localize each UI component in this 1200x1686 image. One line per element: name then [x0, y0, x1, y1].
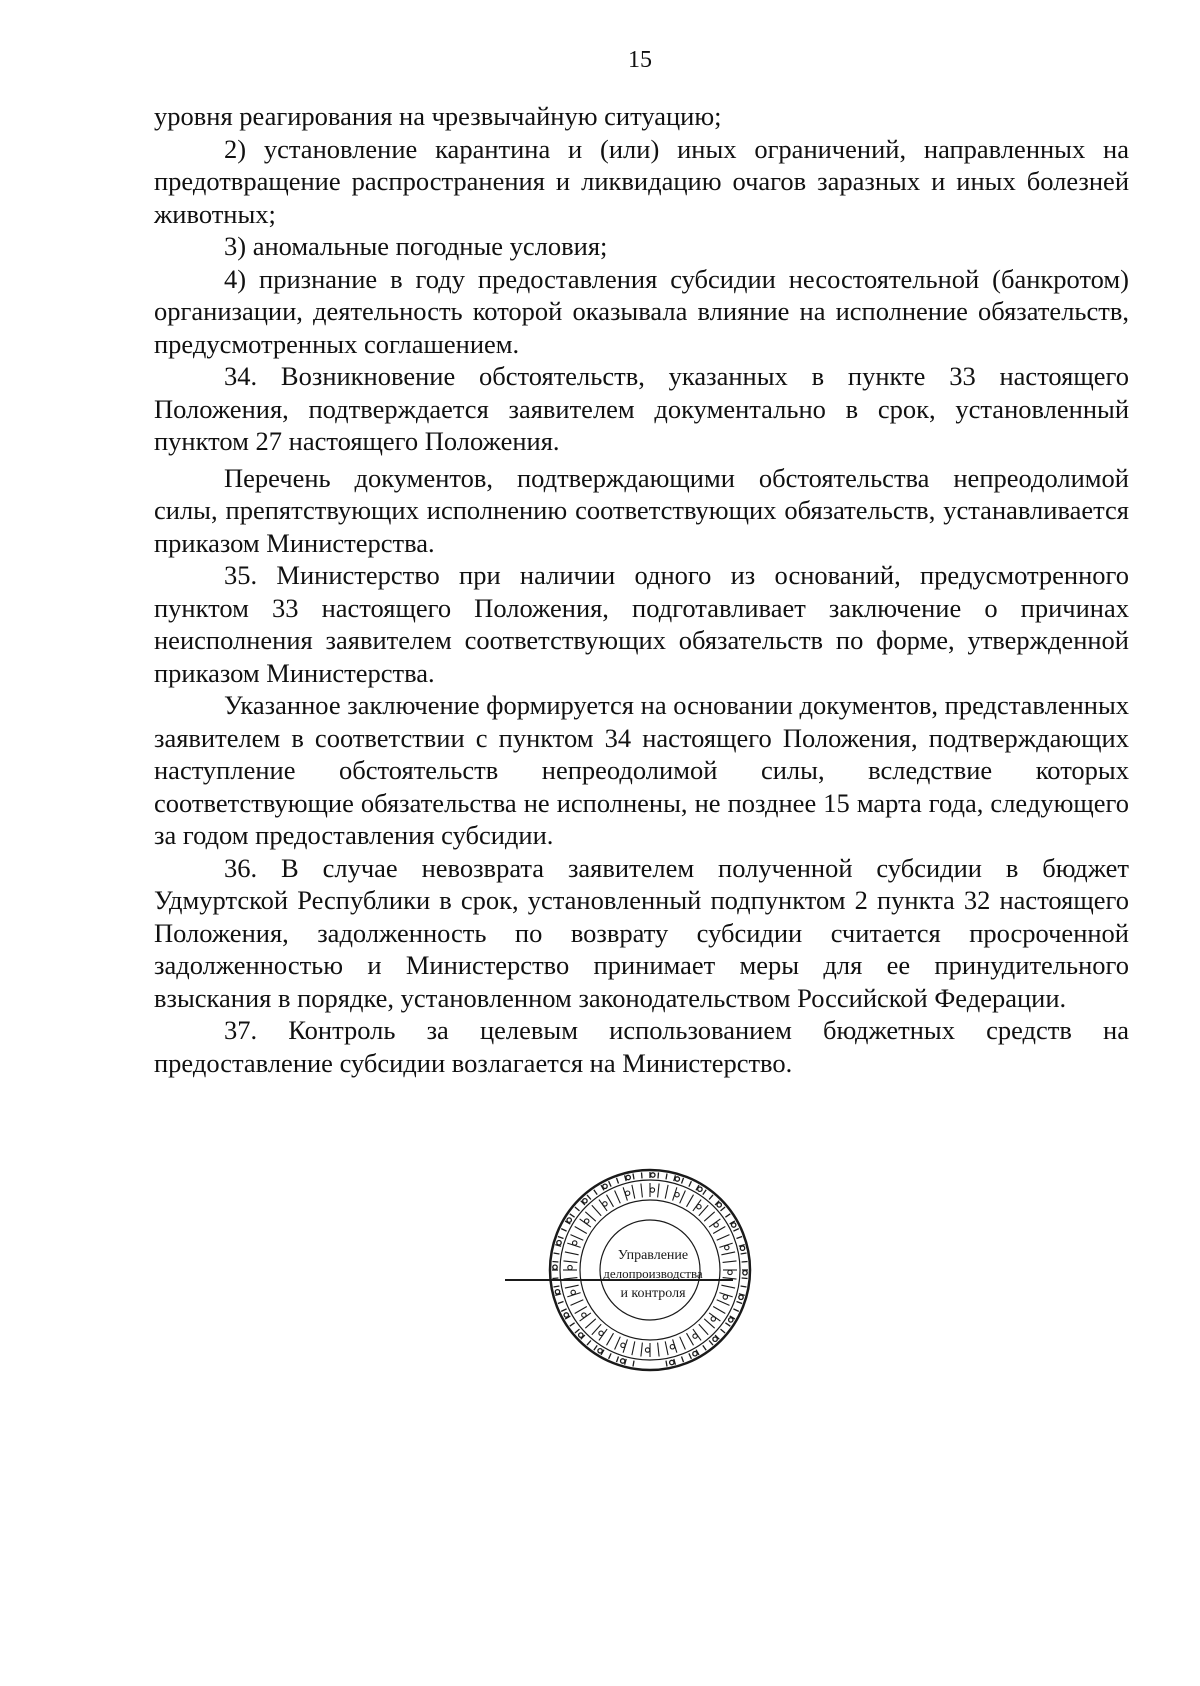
- seal-glyph-mark: [680, 1337, 686, 1350]
- seal-glyph-mark: [741, 1253, 747, 1254]
- paragraph-35: 35. Министерство при наличии одного из оснований, предусмотренного пунктом 33 настоящего Положения, подготавливает заключение о причинах неисполнения заявителем соответствующих обязательств по форме, утвержденной приказом Министерства.: [154, 560, 1129, 688]
- seal-glyph-mark: [658, 1184, 660, 1198]
- seal-glyph-mark: [725, 1214, 730, 1217]
- seal-glyph-mark: [713, 1337, 717, 1341]
- page-number: 15: [628, 47, 652, 73]
- seal-glyph-mark: [645, 1348, 649, 1352]
- seal-glyph-mark: [575, 1207, 580, 1211]
- seal-glyph-mark: [585, 1219, 589, 1223]
- official-seal-stamp: [505, 1145, 795, 1395]
- seal-glyph-mark: [592, 1324, 601, 1335]
- seal-glyph-mark: [670, 1360, 674, 1364]
- seal-glyph-mark: [564, 1313, 568, 1317]
- seal-glyph-mark: [682, 1178, 684, 1184]
- seal-glyph-mark: [567, 1218, 571, 1222]
- seal-glyph-mark: [642, 1172, 643, 1178]
- seal-glyph-mark: [737, 1237, 743, 1239]
- seal-glyph-mark: [555, 1290, 559, 1294]
- seal-glyph-mark: [565, 1285, 579, 1288]
- seal-glyph-mark: [699, 1324, 708, 1335]
- seal-glyph-mark: [587, 1195, 591, 1200]
- seal-glyph-mark: [617, 1357, 619, 1363]
- seal-glyph-mark: [650, 1188, 654, 1192]
- seal-glyph-mark: [564, 1261, 578, 1263]
- seal-glyph-mark: [598, 1349, 602, 1353]
- seal-glyph-mark: [693, 1334, 697, 1338]
- seal-glyph-mark: [552, 1278, 558, 1279]
- seal-glyph-mark: [568, 1265, 572, 1269]
- seal-glyph-mark: [740, 1246, 744, 1250]
- seal-center-line-1: Управление: [617, 1248, 689, 1263]
- seal-glyph-mark: [711, 1317, 715, 1321]
- seal-glyph-mark: [554, 1286, 560, 1287]
- paragraph-continuation: уровня реагирования на чрезвычайную ситуацию;: [154, 101, 722, 131]
- seal-glyph-mark: [583, 1199, 587, 1203]
- paragraph-36: 36. В случае невозврата заявителем полученной субсидии в бюджет Удмуртской Республики в срок, установленный подпунктом 2 пункта 32 настоящего Положения, задолженность по возврату субсидии считается просроченной задолженностью и Министерство принимает меры для ее принудительного взыскания в порядке, установленном законодательством Российской Федерации.: [154, 852, 1129, 1013]
- seal-glyph-mark: [579, 1333, 583, 1337]
- seal-glyph-mark: [575, 1307, 587, 1314]
- seal-glyph-mark: [742, 1262, 748, 1263]
- seal-glyph-mark: [687, 1333, 694, 1345]
- seal-glyph-mark: [573, 1241, 577, 1245]
- seal-glyph-mark: [725, 1245, 729, 1249]
- seal-glyph-mark: [665, 1341, 668, 1355]
- seal-glyph-mark: [658, 1172, 659, 1178]
- paragraph-item-4: 4) признание в году предоставления субсидии несостоятельной (банкротом) организации, деятельность которой оказывала влияние на исполнение обязательств, предусмотренных соглашением.: [154, 263, 1129, 359]
- seal-glyph-mark: [617, 1178, 619, 1184]
- paragraph-37: 37. Контроль за целевым использованием бюджетных средств на предоставление субсидии возлагается на Министерство.: [154, 1015, 1129, 1078]
- seal-glyph-mark: [558, 1302, 564, 1304]
- seal-glyph-mark: [713, 1307, 725, 1314]
- seal-glyph-mark: [721, 1252, 735, 1255]
- seal-glyph-mark: [665, 1185, 668, 1199]
- seal-glyph-mark: [709, 1341, 713, 1346]
- seal-glyph-mark: [729, 1318, 733, 1322]
- seal-glyph-mark: [585, 1212, 596, 1221]
- seal-glyph-mark: [626, 1175, 630, 1179]
- seal-glyph-mark: [592, 1205, 601, 1216]
- seal-glyph-mark: [703, 1190, 706, 1195]
- seal-glyph-mark: [741, 1286, 747, 1287]
- seal-glyph-mark: [721, 1285, 735, 1288]
- seal-glyph-mark: [728, 1270, 732, 1274]
- seal-glyph-mark: [565, 1252, 579, 1255]
- seal-glyph-mark: [693, 1352, 697, 1356]
- seal-glyph-mark: [609, 1181, 612, 1186]
- seal-glyph-mark: [709, 1195, 713, 1200]
- document-body: [154, 100, 1129, 1079]
- paragraph-item-3: 3) аномальные погодные условия;: [224, 231, 608, 261]
- seal-glyph-mark: [714, 1223, 718, 1227]
- seal-glyph-mark: [575, 1329, 580, 1333]
- seal-glyph-mark: [721, 1207, 726, 1211]
- seal-glyph-mark: [689, 1181, 692, 1186]
- seal-glyph-mark: [621, 1343, 625, 1347]
- seal-glyph-mark: [552, 1262, 558, 1263]
- seal-glyph-mark: [570, 1214, 575, 1217]
- seal-glyph-mark: [571, 1235, 584, 1241]
- seal-glyph-mark: [723, 1295, 727, 1299]
- seal-glyph-mark: [632, 1341, 635, 1355]
- seal-glyph-mark: [698, 1187, 702, 1191]
- seal-glyph-mark: [594, 1345, 597, 1350]
- seal-glyph-mark: [594, 1190, 597, 1195]
- seal-glyph-mark: [704, 1212, 715, 1221]
- seal-glyph-mark: [564, 1278, 578, 1280]
- seal-glyph-mark: [561, 1309, 566, 1312]
- seal-glyph-mark: [732, 1223, 736, 1227]
- seal-glyph-mark: [717, 1203, 721, 1207]
- seal-glyph-mark: [675, 1193, 679, 1197]
- seal-graphic: [505, 1145, 795, 1395]
- seal-glyph-mark: [585, 1319, 596, 1328]
- seal-glyph-mark: [733, 1229, 738, 1232]
- seal-glyph-mark: [699, 1205, 708, 1216]
- seal-glyph-mark: [571, 1300, 584, 1306]
- seal-glyph-mark: [682, 1357, 684, 1363]
- seal-glyph-mark: [666, 1361, 667, 1367]
- paragraph-34: 34. Возникновение обстоятельств, указанных в пункте 33 настоящего Положения, подтверждается заявителем документально в срок, установленный пунктом 27 настоящего Положения.: [154, 361, 1129, 456]
- seal-glyph-mark: [603, 1184, 607, 1188]
- seal-glyph-mark: [743, 1271, 747, 1275]
- seal-glyph-mark: [721, 1329, 726, 1333]
- seal-glyph-mark: [670, 1345, 674, 1349]
- seal-glyph-mark: [703, 1345, 706, 1350]
- seal-glyph-mark: [742, 1278, 748, 1279]
- seal-glyph-mark: [725, 1323, 730, 1326]
- seal-center-line-2: делопроизводства: [603, 1266, 703, 1281]
- seal-glyph-mark: [571, 1290, 575, 1294]
- seal-glyph-mark: [603, 1202, 607, 1206]
- seal-glyph-mark: [633, 1174, 634, 1180]
- seal-glyph-mark: [651, 1173, 655, 1177]
- seal-glyph-mark: [615, 1337, 621, 1350]
- seal-glyph-mark: [587, 1341, 591, 1346]
- seal-glyph-mark: [739, 1295, 743, 1299]
- seal-glyph-mark: [641, 1343, 643, 1357]
- seal-glyph-mark: [723, 1261, 737, 1263]
- seal-glyph-mark: [607, 1333, 614, 1345]
- seal-glyph-mark: [625, 1191, 629, 1195]
- seal-glyph-mark: [599, 1331, 603, 1335]
- seal-glyph-mark: [666, 1174, 667, 1180]
- seal-glyph-mark: [553, 1265, 557, 1269]
- seal-glyph-mark: [713, 1227, 725, 1234]
- seal-glyph-mark: [689, 1353, 692, 1358]
- seal-glyph-mark: [621, 1359, 625, 1363]
- seal-glyph-mark: [607, 1195, 614, 1207]
- seal-glyph-mark: [733, 1309, 738, 1312]
- paragraph-item-2: 2) установление карантина и (или) иных ограничений, направленных на предотвращение распространения и ликвидацию очагов заразных и иных болезней животных;: [154, 133, 1129, 229]
- seal-glyph-mark: [723, 1278, 737, 1280]
- seal-glyph-mark: [717, 1235, 730, 1241]
- seal-glyph-mark: [575, 1227, 587, 1234]
- seal-glyph-mark: [570, 1323, 575, 1326]
- seal-glyph-mark: [632, 1185, 635, 1199]
- seal-glyph-mark: [561, 1229, 566, 1232]
- seal-glyph-mark: [554, 1253, 560, 1254]
- seal-center-line-3: и контроля: [620, 1286, 686, 1301]
- seal-glyph-mark: [615, 1191, 621, 1204]
- seal-glyph-mark: [717, 1300, 730, 1306]
- seal-glyph-mark: [697, 1205, 701, 1209]
- seal-glyph-mark: [633, 1361, 634, 1367]
- seal-glyph-mark: [558, 1237, 564, 1239]
- seal-glyph-mark: [737, 1302, 743, 1304]
- seal-glyph-mark: [704, 1319, 715, 1328]
- seal-glyph-mark: [609, 1353, 612, 1358]
- paragraph-34-list: Перечень документов, подтверждающими обстоятельства непреодолимой силы, препятствующих исполнению соответствующих обязательств, устанавливается приказом Министерства.: [154, 462, 1129, 558]
- seal-glyph-mark: [658, 1343, 660, 1357]
- paragraph-35-conclusion: Указанное заключение формируется на основании документов, представленных заявителем в соответствии с пунктом 34 настоящего Положения, подтверждающих наступление обстоятельств непреодолимой силы, вследствие которых соответствующие обязательства не исполнены, не позднее 15 марта года, следующего за годом предоставления субсидии.: [154, 690, 1129, 850]
- seal-glyph-mark: [680, 1191, 686, 1204]
- seal-glyph-mark: [641, 1184, 643, 1198]
- seal-glyph-mark: [557, 1241, 561, 1245]
- seal-glyph-mark: [687, 1195, 694, 1207]
- seal-glyph-mark: [675, 1177, 679, 1181]
- seal-glyph-mark: [582, 1313, 586, 1317]
